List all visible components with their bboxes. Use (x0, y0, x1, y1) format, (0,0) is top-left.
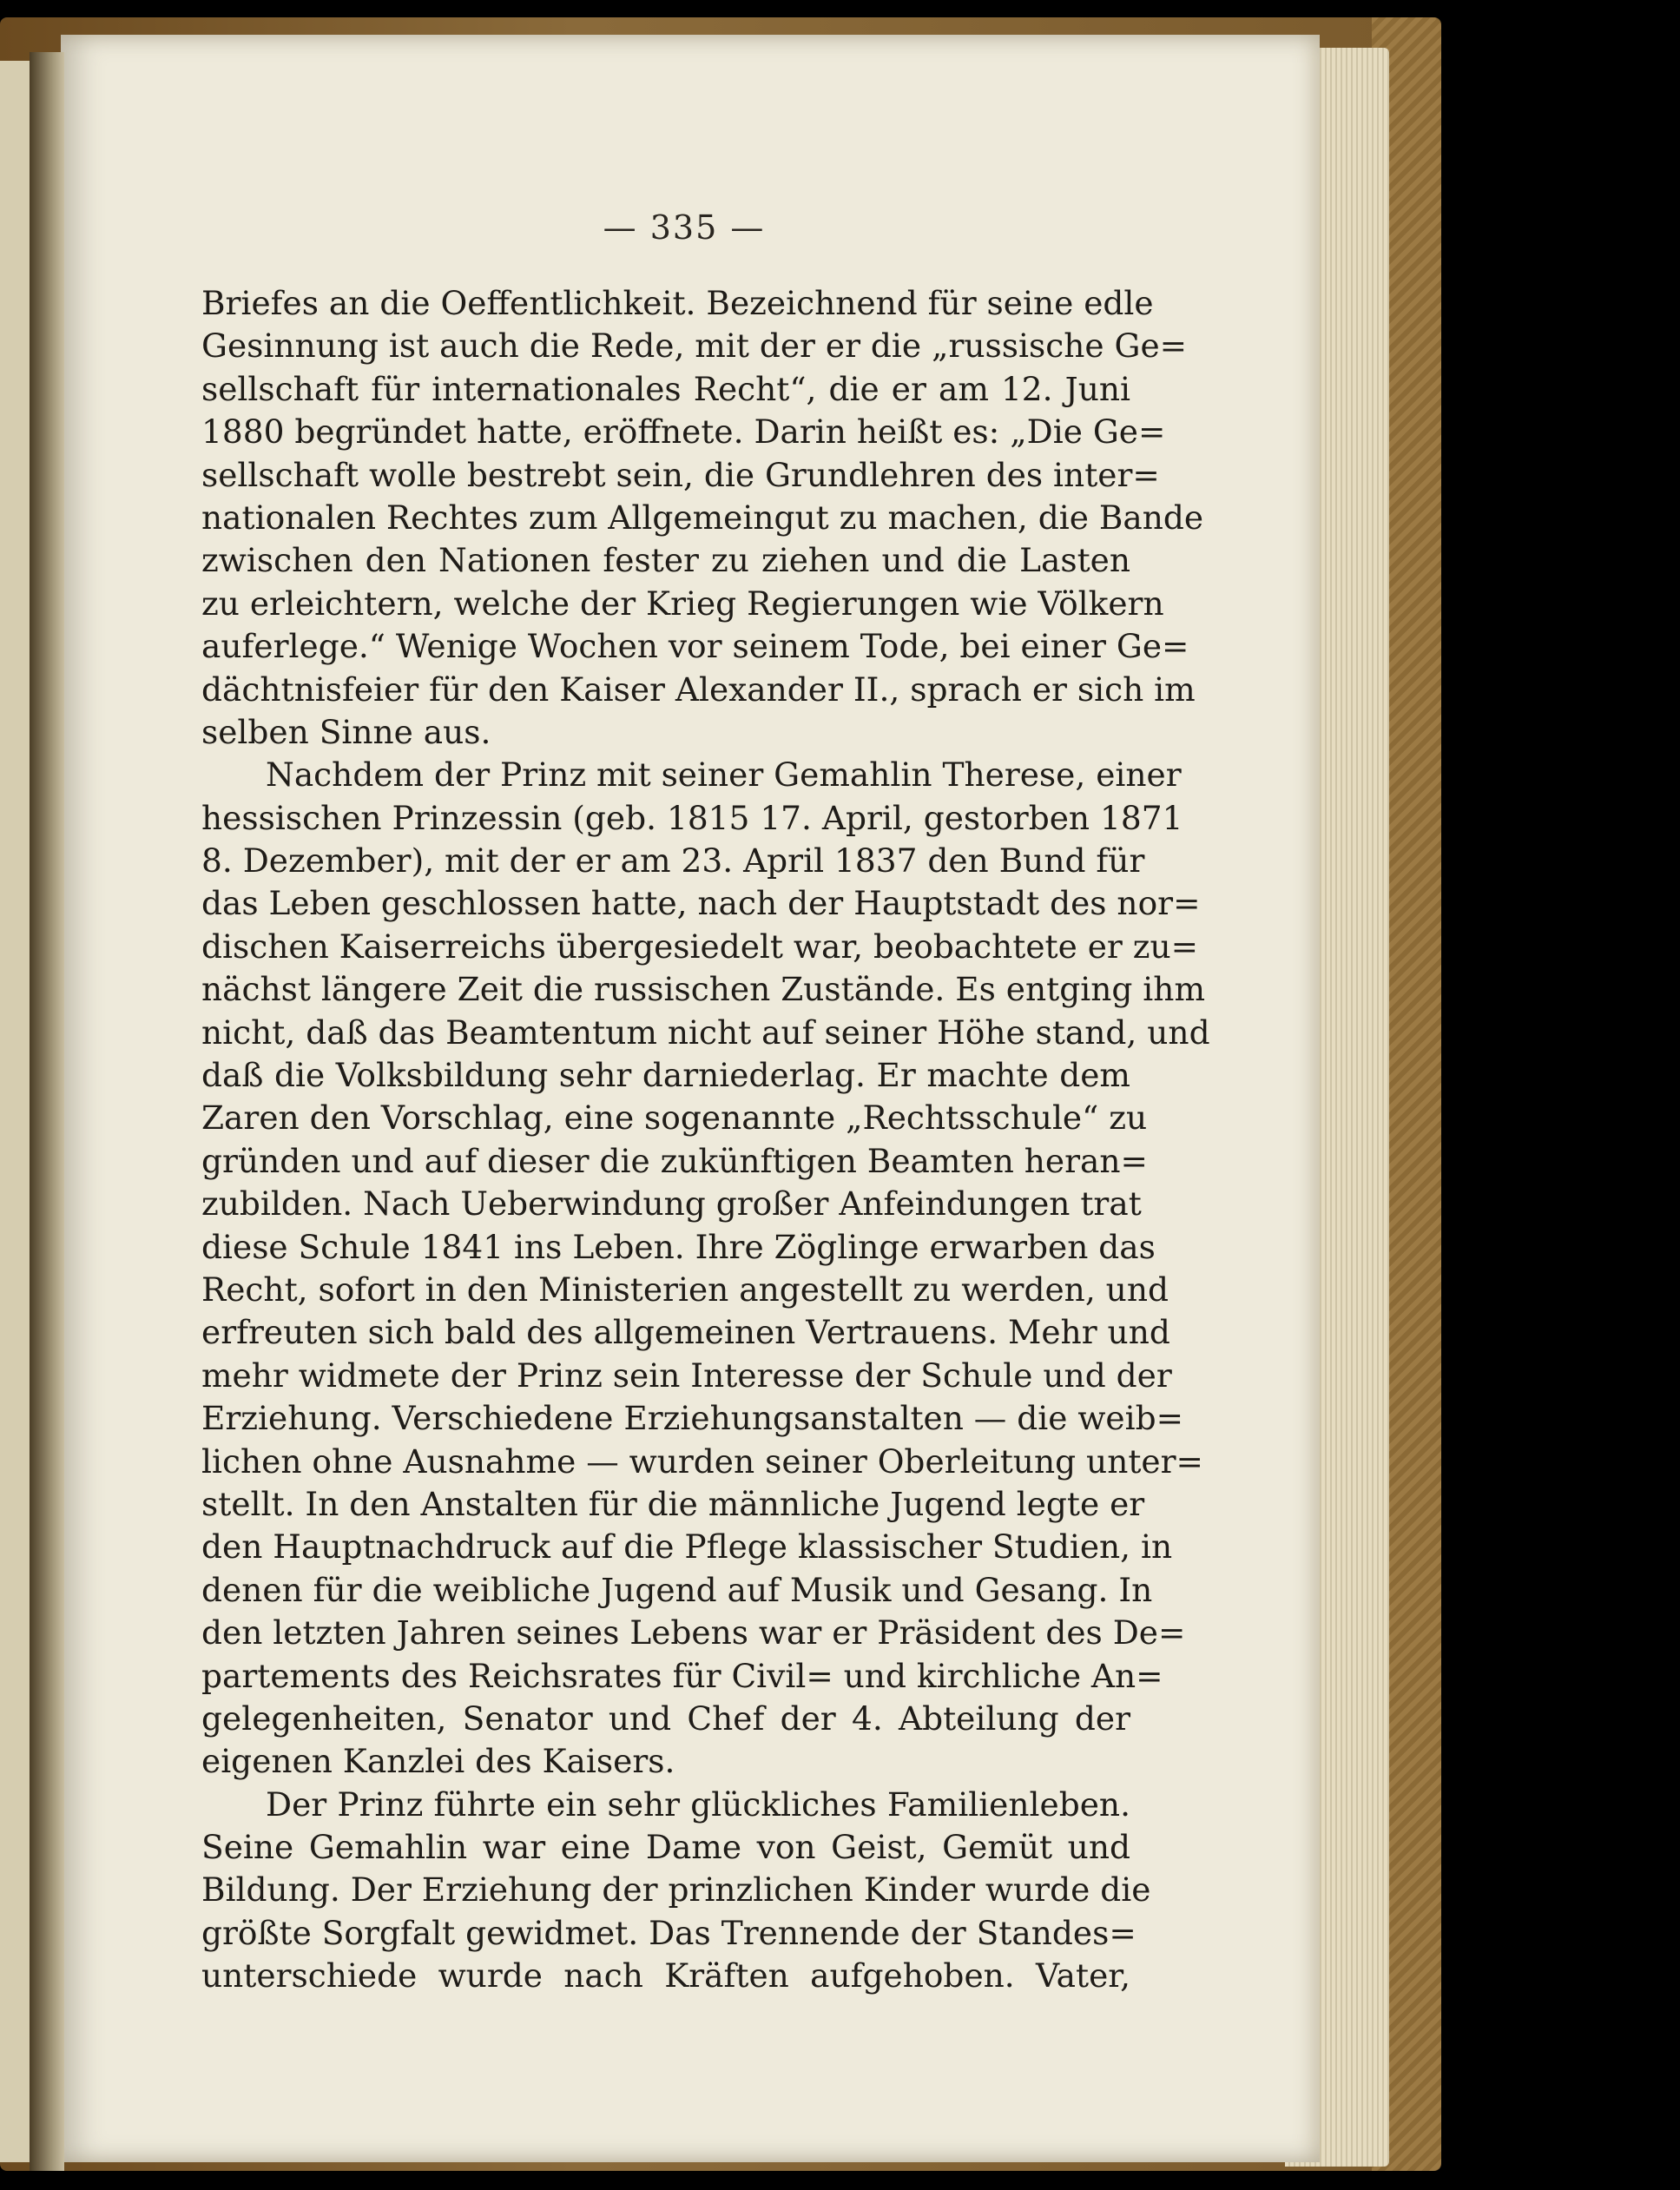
text-line: Gesinnung ist auch die Rede, mit der er die „russische Ge= (201, 327, 1188, 366)
text-line: denen für die weibliche Jugend auf Musik und Gesang. In (201, 1570, 1153, 1609)
text-line: 1880 begründet hatte, eröffnete. Darin heißt es: „Die Ge= (201, 412, 1166, 452)
page-body-text (201, 282, 1210, 1998)
text-line: nicht, daß das Beamtentum nicht auf seiner Höhe stand, und (201, 1013, 1210, 1052)
text-line: Seine Gemahlin war eine Dame von Geist, Gemüt und (201, 1828, 1130, 1867)
text-line: eigenen Kanzlei des Kaisers. (201, 1742, 675, 1781)
text-line: Briefes an die Oeffentlichkeit. Bezeichnend für seine edle (201, 284, 1154, 322)
text-line: dischen Kaiserreichs übergesiedelt war, beobachtete er zu= (201, 927, 1199, 966)
text-line: lichen ohne Ausnahme — wurden seiner Oberleitung unter= (201, 1441, 1203, 1481)
text-line: daß die Volksbildung sehr darniederlag. Er machte dem (201, 1056, 1130, 1095)
text-line: nächst längere Zeit die russischen Zustände. Es entging ihm (201, 970, 1205, 1009)
text-line: Nachdem der Prinz mit seiner Gemahlin Therese, einer (266, 755, 1182, 795)
text-line: den Hauptnachdruck auf die Pflege klassischer Studien, in (201, 1527, 1173, 1567)
text-line: mehr widmete der Prinz sein Interesse der Schule und der (201, 1356, 1172, 1395)
page-number: — 335 — (603, 208, 766, 247)
text-line: sellschaft wolle bestrebt sein, die Grundlehren des inter= (201, 455, 1160, 494)
text-line: diese Schule 1841 ins Leben. Ihre Zöglinge erwarben das (201, 1227, 1156, 1266)
spine-shadow (30, 52, 64, 2171)
text-line: stellt. In den Anstalten für die männliche Jugend legte er (201, 1484, 1145, 1523)
text-line: größte Sorgfalt gewidmet. Das Trennende der Standes= (201, 1913, 1136, 1952)
text-line: gründen und auf dieser die zukünftigen Beamten heran= (201, 1141, 1148, 1180)
text-line: partements des Reichsrates für Civil= und kirchliche An= (201, 1656, 1163, 1695)
text-line: Der Prinz führte ein sehr glückliches Familienleben. (266, 1784, 1130, 1824)
text-line: das Leben geschlossen hatte, nach der Hauptstadt des nor= (201, 884, 1201, 923)
text-line: zubilden. Nach Ueberwindung großer Anfeindungen trat (201, 1184, 1142, 1224)
text-line: zu erleichtern, welche der Krieg Regierungen wie Völkern (201, 584, 1164, 623)
text-line: unterschiede wurde nach Kräften aufgehoben. Vater, (201, 1956, 1130, 1995)
text-line: Bildung. Der Erziehung der prinzlichen Kinder wurde die (201, 1870, 1151, 1910)
text-line: zwischen den Nationen fester zu ziehen und die Lasten (201, 541, 1130, 580)
text-line: auferlege.“ Wenige Wochen vor seinem Tode, bei einer Ge= (201, 627, 1189, 666)
text-line: Erziehung. Verschiedene Erziehungsanstalten — die weib= (201, 1399, 1184, 1438)
text-line: Recht, sofort in den Ministerien angestellt zu werden, und (201, 1270, 1169, 1309)
text-line: dächtnisfeier für den Kaiser Alexander II., sprach er sich im (201, 670, 1196, 709)
text-line: gelegenheiten, Senator und Chef der 4. Abteilung der (201, 1699, 1130, 1738)
text-line: den letzten Jahren seines Lebens war er Präsident des De= (201, 1613, 1186, 1652)
text-line: hessischen Prinzessin (geb. 1815 17. April, gestorben 1871 (201, 798, 1183, 837)
text-line: nationalen Rechtes zum Allgemeingut zu machen, die Bande (201, 498, 1204, 537)
left-page-edge (0, 61, 31, 2162)
text-line: 8. Dezember), mit der er am 23. April 1837 den Bund für (201, 841, 1145, 881)
text-line: selben Sinne aus. (201, 712, 491, 751)
book-page (61, 35, 1320, 2162)
text-line: erfreuten sich bald des allgemeinen Vertrauens. Mehr und (201, 1313, 1170, 1352)
text-line: sellschaft für internationales Recht“, die er am 12. Juni (201, 369, 1130, 408)
text-line: Zaren den Vorschlag, eine sogenannte „Rechtsschule“ zu (201, 1098, 1148, 1138)
